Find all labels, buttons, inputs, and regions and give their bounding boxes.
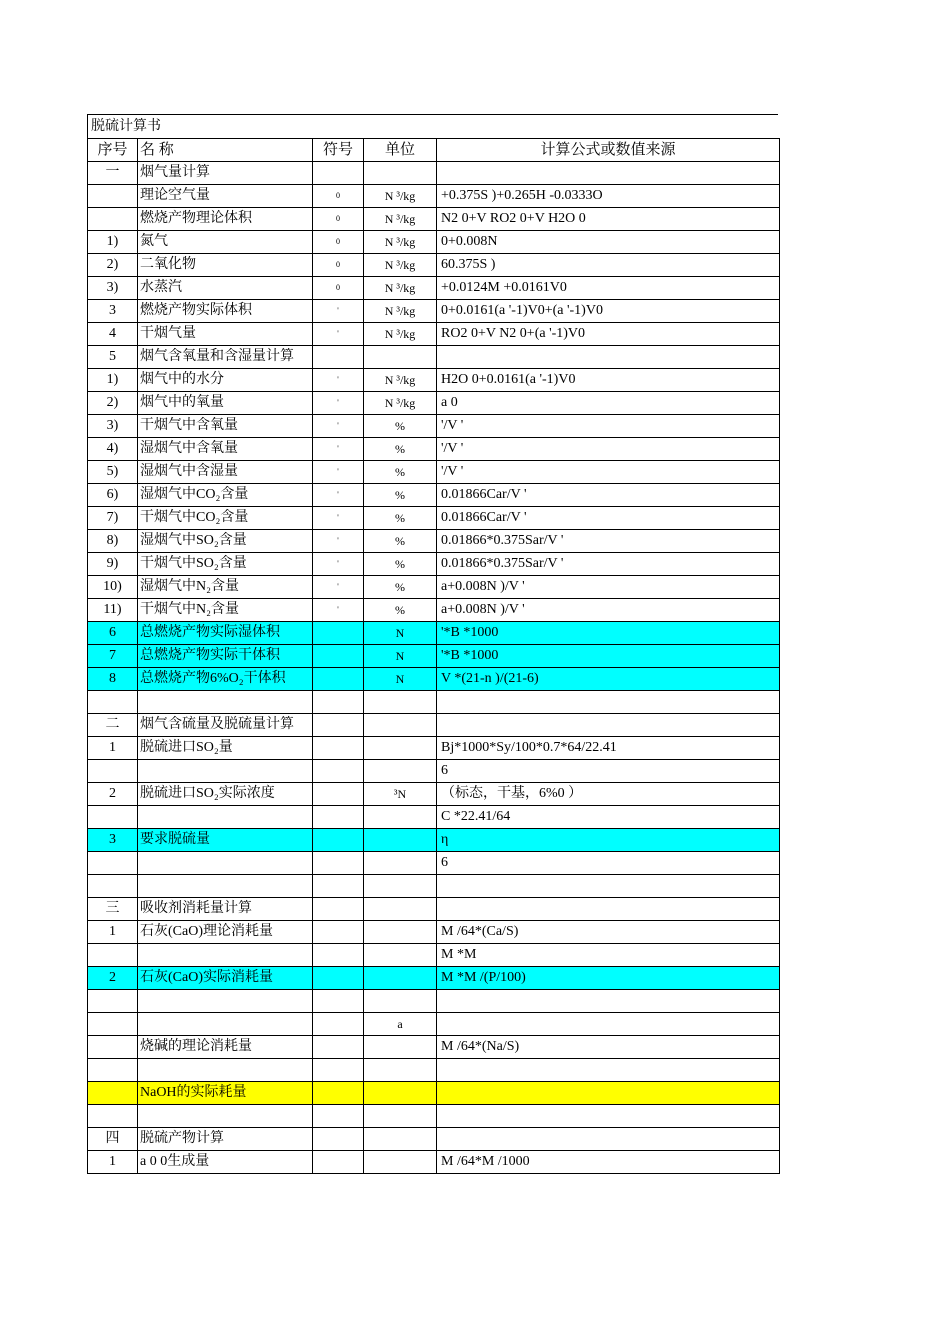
row-symbol[interactable]: 0 xyxy=(313,277,364,300)
row-name[interactable] xyxy=(138,1059,313,1082)
table-row xyxy=(88,852,780,875)
row-symbol[interactable]: ' xyxy=(313,484,364,507)
row-name[interactable]: 要求脱硫量 xyxy=(138,829,313,852)
table-row xyxy=(88,484,780,507)
row-name[interactable] xyxy=(138,691,313,714)
row-number[interactable]: 1) xyxy=(88,369,138,392)
row-number[interactable]: 2 xyxy=(88,783,138,806)
row-unit[interactable]: N ³/kg xyxy=(364,254,437,277)
row-symbol[interactable]: ' xyxy=(313,576,364,599)
row-number[interactable]: 10) xyxy=(88,576,138,599)
row-name[interactable]: 烧碱的理论消耗量 xyxy=(138,1036,313,1059)
header-symbol: 符号 xyxy=(313,139,364,162)
row-formula[interactable]: '/V ' xyxy=(437,461,780,484)
row-unit[interactable] xyxy=(364,806,437,829)
row-symbol[interactable] xyxy=(313,783,364,806)
row-name[interactable]: 湿烟气中N₂含量 xyxy=(138,576,313,599)
table-body xyxy=(88,162,780,1174)
row-name[interactable]: 二氧化物 xyxy=(138,254,313,277)
row-unit[interactable]: N ³/kg xyxy=(364,300,437,323)
row-formula[interactable]: M /64*M /1000 xyxy=(437,1151,780,1174)
row-name[interactable] xyxy=(138,1013,313,1036)
row-symbol[interactable]: 0 xyxy=(313,208,364,231)
table-row xyxy=(88,921,780,944)
row-name[interactable]: 干烟气中含氧量 xyxy=(138,415,313,438)
row-formula[interactable]: V *(21-n )/(21-6) xyxy=(437,668,780,691)
sheet-title: 脱硫计算书 xyxy=(87,114,778,138)
row-formula[interactable]: 6 xyxy=(437,852,780,875)
row-unit[interactable] xyxy=(364,162,437,185)
row-formula[interactable]: +0.375S )+0.265H -0.0333O xyxy=(437,185,780,208)
row-symbol[interactable] xyxy=(313,1151,364,1174)
row-formula[interactable]: '/V ' xyxy=(437,415,780,438)
row-number[interactable] xyxy=(88,1082,138,1105)
row-symbol[interactable] xyxy=(313,1059,364,1082)
row-number[interactable]: 1 xyxy=(88,1151,138,1174)
row-unit[interactable]: N ³/kg xyxy=(364,208,437,231)
row-formula[interactable]: M /64*(Ca/S) xyxy=(437,921,780,944)
row-symbol[interactable] xyxy=(313,645,364,668)
row-symbol[interactable]: ' xyxy=(313,369,364,392)
row-name[interactable] xyxy=(138,760,313,783)
row-unit[interactable]: ³N xyxy=(364,783,437,806)
row-name[interactable]: 脱硫产物计算 xyxy=(138,1128,313,1151)
table-row xyxy=(88,760,780,783)
row-number[interactable] xyxy=(88,875,138,898)
row-symbol[interactable]: ' xyxy=(313,507,364,530)
row-name[interactable]: 烟气量计算 xyxy=(138,162,313,185)
header-row xyxy=(88,139,780,162)
row-unit[interactable]: N ³/kg xyxy=(364,323,437,346)
row-number[interactable]: 二 xyxy=(88,714,138,737)
row-unit[interactable] xyxy=(364,691,437,714)
row-formula[interactable]: C *22.41/64 xyxy=(437,806,780,829)
row-name[interactable]: 总燃烧产物6%O₂干体积 xyxy=(138,668,313,691)
row-name[interactable]: 干烟气中SO₂含量 xyxy=(138,553,313,576)
row-symbol[interactable] xyxy=(313,1105,364,1128)
row-name[interactable]: 烟气中的氧量 xyxy=(138,392,313,415)
table-row xyxy=(88,346,780,369)
row-number[interactable]: 一 xyxy=(88,162,138,185)
row-symbol[interactable]: ' xyxy=(313,553,364,576)
row-name[interactable] xyxy=(138,1105,313,1128)
row-number[interactable] xyxy=(88,1105,138,1128)
row-number[interactable]: 7 xyxy=(88,645,138,668)
row-formula[interactable]: 0+0.008N xyxy=(437,231,780,254)
row-number[interactable] xyxy=(88,1013,138,1036)
table-row xyxy=(88,162,780,185)
row-number[interactable]: 4) xyxy=(88,438,138,461)
row-number[interactable]: 5 xyxy=(88,346,138,369)
row-formula[interactable]: H2O 0+0.0161(a '-1)V0 xyxy=(437,369,780,392)
row-number[interactable]: 三 xyxy=(88,898,138,921)
row-number[interactable]: 1 xyxy=(88,921,138,944)
row-unit[interactable]: N ³/kg xyxy=(364,392,437,415)
header-no: 序号 xyxy=(88,139,138,162)
row-name[interactable]: NaOH的实际耗量 xyxy=(138,1082,313,1105)
row-number[interactable] xyxy=(88,760,138,783)
table-row xyxy=(88,990,780,1013)
row-name[interactable]: 湿烟气中含湿量 xyxy=(138,461,313,484)
row-name[interactable]: a 0 0生成量 xyxy=(138,1151,313,1174)
table-row xyxy=(88,1151,780,1174)
row-unit[interactable] xyxy=(364,829,437,852)
row-symbol[interactable] xyxy=(313,1036,364,1059)
row-number[interactable]: 7) xyxy=(88,507,138,530)
row-symbol[interactable]: ' xyxy=(313,300,364,323)
row-name[interactable]: 干烟气量 xyxy=(138,323,313,346)
row-symbol[interactable]: 0 xyxy=(313,254,364,277)
row-number[interactable] xyxy=(88,208,138,231)
row-name[interactable] xyxy=(138,852,313,875)
table-row xyxy=(88,323,780,346)
row-symbol[interactable] xyxy=(313,622,364,645)
row-unit[interactable]: N xyxy=(364,622,437,645)
row-name[interactable]: 理论空气量 xyxy=(138,185,313,208)
row-symbol[interactable] xyxy=(313,944,364,967)
table-row xyxy=(88,1036,780,1059)
row-unit[interactable] xyxy=(364,1059,437,1082)
table-row xyxy=(88,714,780,737)
row-formula[interactable]: 0+0.0161(a '-1)V0+(a '-1)V0 xyxy=(437,300,780,323)
row-formula[interactable]: M /64*(Na/S) xyxy=(437,1036,780,1059)
row-formula[interactable]: （标态，干基，6%0 ） xyxy=(437,783,780,806)
row-unit[interactable] xyxy=(364,921,437,944)
row-symbol[interactable] xyxy=(313,1082,364,1105)
row-symbol[interactable] xyxy=(313,921,364,944)
row-name[interactable]: 水蒸汽 xyxy=(138,277,313,300)
table-row xyxy=(88,415,780,438)
row-name[interactable]: 脱硫进口SO₂实际浓度 xyxy=(138,783,313,806)
row-formula[interactable]: η xyxy=(437,829,780,852)
table-row xyxy=(88,783,780,806)
table-row xyxy=(88,530,780,553)
row-name[interactable]: 总燃烧产物实际湿体积 xyxy=(138,622,313,645)
row-symbol[interactable] xyxy=(313,1013,364,1036)
row-unit[interactable]: % xyxy=(364,507,437,530)
row-number[interactable]: 11) xyxy=(88,599,138,622)
row-formula[interactable]: 0.01866*0.375Sar/V ' xyxy=(437,530,780,553)
row-formula[interactable] xyxy=(437,714,780,737)
row-formula[interactable] xyxy=(437,346,780,369)
row-unit[interactable]: % xyxy=(364,484,437,507)
row-unit[interactable]: % xyxy=(364,530,437,553)
table-row xyxy=(88,392,780,415)
row-unit[interactable]: % xyxy=(364,461,437,484)
row-unit[interactable] xyxy=(364,990,437,1013)
row-name[interactable]: 燃烧产物实际体积 xyxy=(138,300,313,323)
table-row xyxy=(88,645,780,668)
row-name[interactable]: 湿烟气中CO₂含量 xyxy=(138,484,313,507)
row-symbol[interactable] xyxy=(313,162,364,185)
row-name[interactable]: 烟气含氧量和含湿量计算 xyxy=(138,346,313,369)
header-unit: 单位 xyxy=(364,139,437,162)
row-formula[interactable] xyxy=(437,1105,780,1128)
row-formula[interactable]: +0.0124M +0.0161V0 xyxy=(437,277,780,300)
row-number[interactable] xyxy=(88,1059,138,1082)
row-formula[interactable] xyxy=(437,875,780,898)
row-name[interactable]: 干烟气中N₂含量 xyxy=(138,599,313,622)
row-unit[interactable] xyxy=(364,875,437,898)
row-unit[interactable]: N xyxy=(364,668,437,691)
row-formula[interactable] xyxy=(437,1013,780,1036)
row-name[interactable] xyxy=(138,944,313,967)
table-row xyxy=(88,300,780,323)
table-row xyxy=(88,553,780,576)
row-symbol[interactable]: ' xyxy=(313,323,364,346)
row-name[interactable]: 氮气 xyxy=(138,231,313,254)
row-formula[interactable]: 60.375S ) xyxy=(437,254,780,277)
row-unit[interactable] xyxy=(364,852,437,875)
table-row xyxy=(88,369,780,392)
table-row xyxy=(88,185,780,208)
row-formula[interactable]: a+0.008N )/V ' xyxy=(437,599,780,622)
row-symbol[interactable]: ' xyxy=(313,438,364,461)
row-name[interactable] xyxy=(138,875,313,898)
row-formula[interactable] xyxy=(437,691,780,714)
row-symbol[interactable]: ' xyxy=(313,530,364,553)
row-name[interactable] xyxy=(138,806,313,829)
row-name[interactable] xyxy=(138,990,313,1013)
row-formula[interactable]: a 0 xyxy=(437,392,780,415)
row-formula[interactable]: 0.01866Car/V ' xyxy=(437,484,780,507)
row-symbol[interactable] xyxy=(313,967,364,990)
row-number[interactable]: 四 xyxy=(88,1128,138,1151)
row-number[interactable] xyxy=(88,691,138,714)
row-number[interactable] xyxy=(88,1036,138,1059)
row-number[interactable]: 2) xyxy=(88,254,138,277)
row-unit[interactable]: % xyxy=(364,415,437,438)
row-name[interactable]: 湿烟气中SO₂含量 xyxy=(138,530,313,553)
row-unit[interactable] xyxy=(364,944,437,967)
row-symbol[interactable] xyxy=(313,668,364,691)
row-number[interactable] xyxy=(88,944,138,967)
row-symbol[interactable] xyxy=(313,691,364,714)
row-number[interactable]: 8) xyxy=(88,530,138,553)
row-symbol[interactable] xyxy=(313,898,364,921)
row-formula[interactable] xyxy=(437,898,780,921)
row-formula[interactable] xyxy=(437,990,780,1013)
table-row xyxy=(88,599,780,622)
table-row xyxy=(88,875,780,898)
row-number[interactable]: 2 xyxy=(88,967,138,990)
row-symbol[interactable] xyxy=(313,875,364,898)
row-unit[interactable] xyxy=(364,737,437,760)
row-formula[interactable]: '*B *1000 xyxy=(437,645,780,668)
row-unit[interactable] xyxy=(364,760,437,783)
table-row xyxy=(88,461,780,484)
calc-table xyxy=(87,138,780,1174)
table-row xyxy=(88,576,780,599)
row-unit[interactable]: % xyxy=(364,438,437,461)
row-formula[interactable]: M *M xyxy=(437,944,780,967)
row-name[interactable]: 湿烟气中含氧量 xyxy=(138,438,313,461)
table-row xyxy=(88,1059,780,1082)
row-symbol[interactable] xyxy=(313,1128,364,1151)
row-name[interactable]: 烟气含硫量及脱硫量计算 xyxy=(138,714,313,737)
row-symbol[interactable] xyxy=(313,737,364,760)
table-row xyxy=(88,691,780,714)
row-formula[interactable]: 0.01866*0.375Sar/V ' xyxy=(437,553,780,576)
row-formula[interactable]: N2 0+V RO2 0+V H2O 0 xyxy=(437,208,780,231)
row-unit[interactable]: N ³/kg xyxy=(364,231,437,254)
row-name[interactable]: 干烟气中CO₂含量 xyxy=(138,507,313,530)
row-formula[interactable] xyxy=(437,1082,780,1105)
table-row xyxy=(88,231,780,254)
row-unit[interactable] xyxy=(364,1128,437,1151)
row-symbol[interactable] xyxy=(313,346,364,369)
row-formula[interactable]: a+0.008N )/V ' xyxy=(437,576,780,599)
row-formula[interactable] xyxy=(437,1128,780,1151)
row-number[interactable]: 9) xyxy=(88,553,138,576)
header-formula: 计算公式或数值来源 xyxy=(437,139,780,162)
row-unit[interactable] xyxy=(364,714,437,737)
row-formula[interactable] xyxy=(437,162,780,185)
table-row xyxy=(88,1013,780,1036)
row-symbol[interactable]: ' xyxy=(313,599,364,622)
table-row xyxy=(88,967,780,990)
table-row xyxy=(88,507,780,530)
table-row xyxy=(88,1082,780,1105)
row-formula[interactable] xyxy=(437,1059,780,1082)
row-number[interactable]: 3 xyxy=(88,300,138,323)
row-number[interactable] xyxy=(88,185,138,208)
table-row xyxy=(88,829,780,852)
row-number[interactable]: 3) xyxy=(88,277,138,300)
row-formula[interactable]: '/V ' xyxy=(437,438,780,461)
row-name[interactable]: 石灰(CaO)实际消耗量 xyxy=(138,967,313,990)
row-symbol[interactable]: ' xyxy=(313,461,364,484)
row-symbol[interactable]: ' xyxy=(313,392,364,415)
row-number[interactable]: 3) xyxy=(88,415,138,438)
row-unit[interactable]: N ³/kg xyxy=(364,185,437,208)
row-unit[interactable] xyxy=(364,1105,437,1128)
row-unit[interactable]: N xyxy=(364,645,437,668)
row-symbol[interactable] xyxy=(313,714,364,737)
row-unit[interactable] xyxy=(364,1036,437,1059)
row-number[interactable]: 1) xyxy=(88,231,138,254)
row-number[interactable]: 4 xyxy=(88,323,138,346)
row-unit[interactable]: % xyxy=(364,599,437,622)
row-formula[interactable]: '*B *1000 xyxy=(437,622,780,645)
row-symbol[interactable] xyxy=(313,806,364,829)
table-row xyxy=(88,806,780,829)
row-name[interactable]: 总燃烧产物实际干体积 xyxy=(138,645,313,668)
row-symbol[interactable]: 0 xyxy=(313,185,364,208)
row-unit[interactable]: N ³/kg xyxy=(364,277,437,300)
row-formula[interactable]: 0.01866Car/V ' xyxy=(437,507,780,530)
row-name[interactable]: 脱硫进口SO₂量 xyxy=(138,737,313,760)
table-row xyxy=(88,208,780,231)
row-number[interactable]: 6) xyxy=(88,484,138,507)
table-row xyxy=(88,898,780,921)
row-formula[interactable]: RO2 0+V N2 0+(a '-1)V0 xyxy=(437,323,780,346)
row-number[interactable]: 8 xyxy=(88,668,138,691)
row-symbol[interactable] xyxy=(313,990,364,1013)
row-formula[interactable]: M *M /(P/100) xyxy=(437,967,780,990)
table-row xyxy=(88,277,780,300)
header-name: 名 称 xyxy=(138,139,313,162)
table-row xyxy=(88,1128,780,1151)
row-unit[interactable]: N ³/kg xyxy=(364,369,437,392)
table-row xyxy=(88,1105,780,1128)
table-row xyxy=(88,254,780,277)
row-symbol[interactable] xyxy=(313,760,364,783)
row-unit[interactable]: a xyxy=(364,1013,437,1036)
row-number[interactable]: 3 xyxy=(88,829,138,852)
row-unit[interactable] xyxy=(364,1151,437,1174)
row-number[interactable]: 1 xyxy=(88,737,138,760)
table-row xyxy=(88,438,780,461)
row-symbol[interactable]: 0 xyxy=(313,231,364,254)
row-unit[interactable] xyxy=(364,1082,437,1105)
row-number[interactable]: 5) xyxy=(88,461,138,484)
table-row xyxy=(88,668,780,691)
row-unit[interactable]: % xyxy=(364,553,437,576)
row-unit[interactable] xyxy=(364,346,437,369)
row-symbol[interactable] xyxy=(313,829,364,852)
row-name[interactable]: 石灰(CaO)理论消耗量 xyxy=(138,921,313,944)
row-name[interactable]: 烟气中的水分 xyxy=(138,369,313,392)
row-symbol[interactable] xyxy=(313,852,364,875)
table-row xyxy=(88,944,780,967)
row-formula[interactable]: Bj*1000*Sy/100*0.7*64/22.41 xyxy=(437,737,780,760)
table-row xyxy=(88,622,780,645)
table-row xyxy=(88,737,780,760)
row-number[interactable]: 2) xyxy=(88,392,138,415)
row-unit[interactable] xyxy=(364,967,437,990)
row-unit[interactable] xyxy=(364,898,437,921)
row-number[interactable] xyxy=(88,852,138,875)
row-number[interactable]: 6 xyxy=(88,622,138,645)
row-number[interactable] xyxy=(88,806,138,829)
row-symbol[interactable]: ' xyxy=(313,415,364,438)
row-formula[interactable]: 6 xyxy=(437,760,780,783)
row-name[interactable]: 吸收剂消耗量计算 xyxy=(138,898,313,921)
row-name[interactable]: 燃烧产物理论体积 xyxy=(138,208,313,231)
row-number[interactable] xyxy=(88,990,138,1013)
row-unit[interactable]: % xyxy=(364,576,437,599)
